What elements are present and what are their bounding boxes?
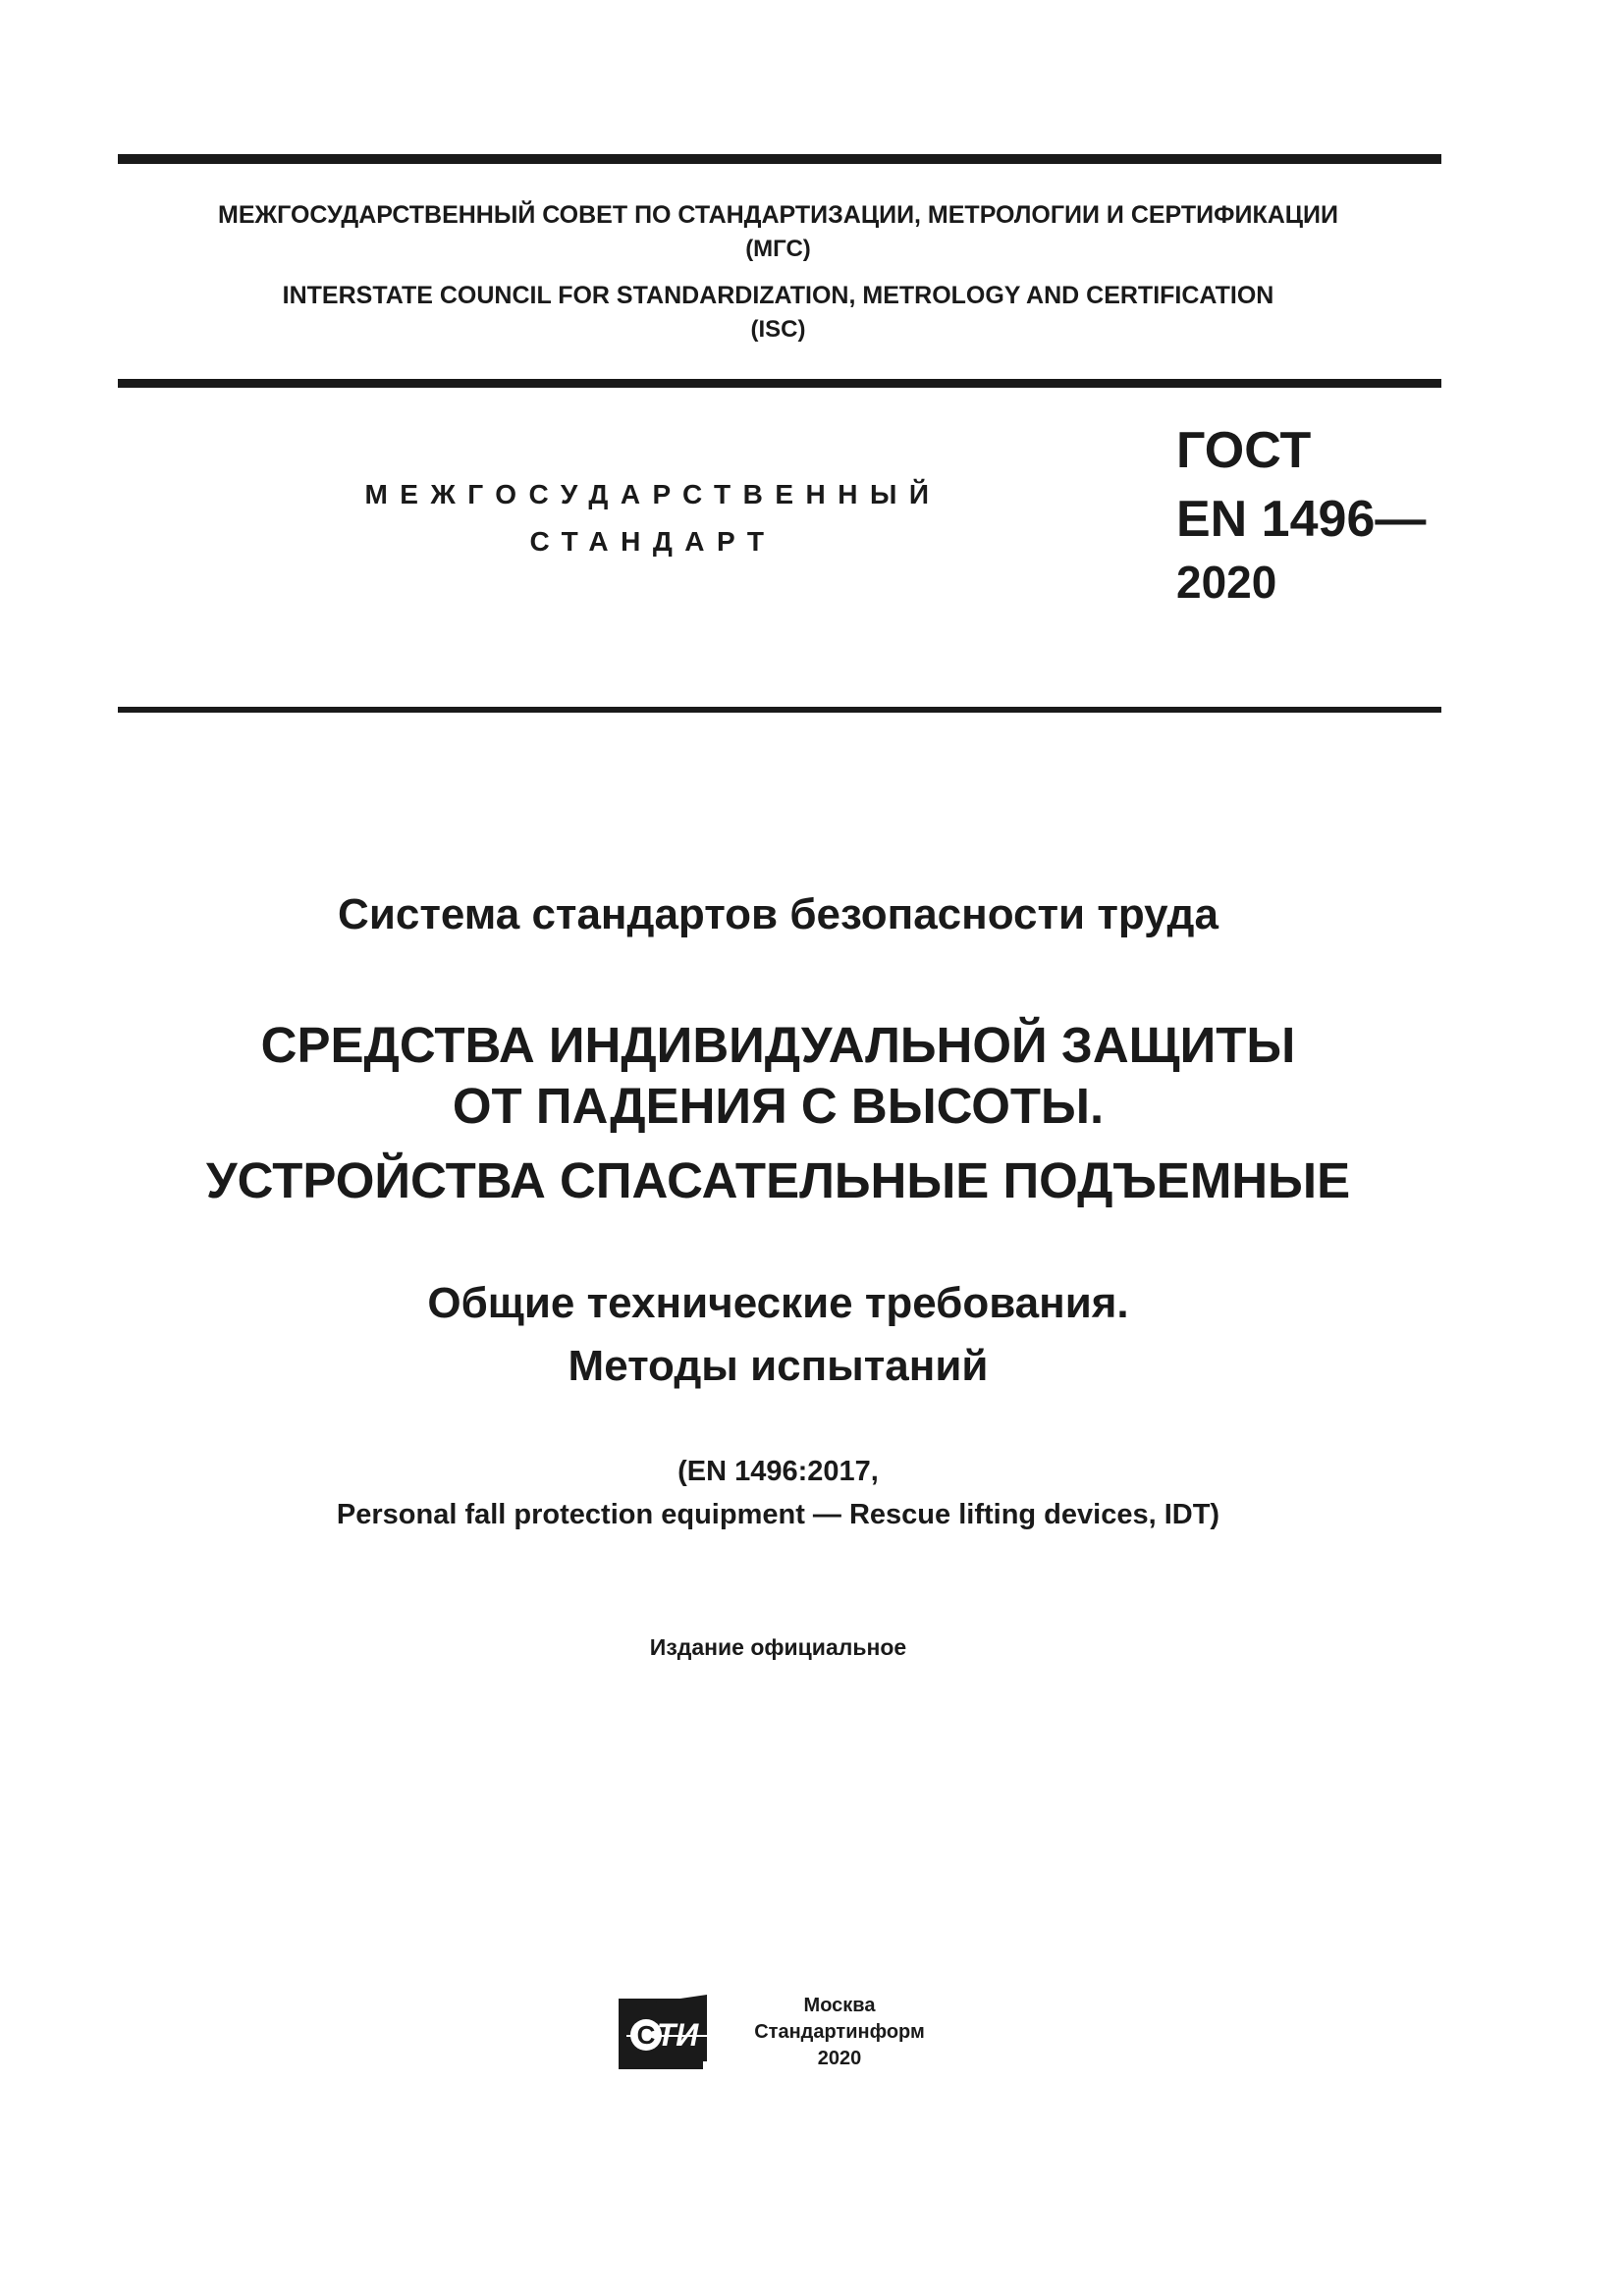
standard-label-line1: МЕЖГОСУДАРСТВЕННЫЙ xyxy=(364,479,942,509)
main-title-line1: СРЕДСТВА ИНДИВИДУАЛЬНОЙ ЗАЩИТЫ xyxy=(260,1017,1296,1073)
gost-year: 2020 xyxy=(1176,557,1277,608)
standard-label-line2: СТАНДАРТ xyxy=(529,526,777,557)
svg-text:ТИ: ТИ xyxy=(656,2017,699,2053)
svg-text:С: С xyxy=(636,2020,656,2050)
gost-number: EN 1496— xyxy=(1176,491,1427,548)
standard-rule xyxy=(118,707,1441,713)
reference-line1: (EN 1496:2017, xyxy=(677,1456,879,1487)
reference-line2: Personal fall protection equipment — Rescue lifting devices, IDT) xyxy=(336,1499,1220,1530)
header-rule xyxy=(118,379,1441,388)
edition-note: Издание официальное xyxy=(649,1634,907,1660)
council-name-en: INTERSTATE COUNCIL FOR STANDARDIZATION, METROLOGY AND CERTIFICATION xyxy=(282,282,1274,309)
series-title: Система стандартов безопасности труда xyxy=(338,890,1218,938)
publisher-city: Москва xyxy=(803,1995,876,2016)
publisher-year: 2020 xyxy=(817,2048,862,2069)
gost-designation: ГОСТ xyxy=(1176,422,1312,479)
subtitle-line2: Методы испытаний xyxy=(568,1342,989,1390)
standartinform-logo-icon xyxy=(617,1993,710,2071)
council-name-ru: МЕЖГОСУДАРСТВЕННЫЙ СОВЕТ ПО СТАНДАРТИЗАЦИИ, МЕТРОЛОГИИ И СЕРТИФИКАЦИИ xyxy=(218,201,1338,229)
main-title-line3: УСТРОЙСТВА СПАСАТЕЛЬНЫЕ ПОДЪЕМНЫЕ xyxy=(205,1152,1351,1208)
subtitle-line1: Общие технические требования. xyxy=(427,1279,1129,1327)
main-title-line2: ОТ ПАДЕНИЯ С ВЫСОТЫ. xyxy=(452,1078,1105,1134)
council-abbr-ru: (МГС) xyxy=(745,236,811,262)
council-abbr-en: (ISC) xyxy=(750,316,806,343)
publisher-name: Стандартинформ xyxy=(754,2021,925,2043)
top-rule xyxy=(118,154,1441,164)
publisher-block xyxy=(717,1993,962,2072)
